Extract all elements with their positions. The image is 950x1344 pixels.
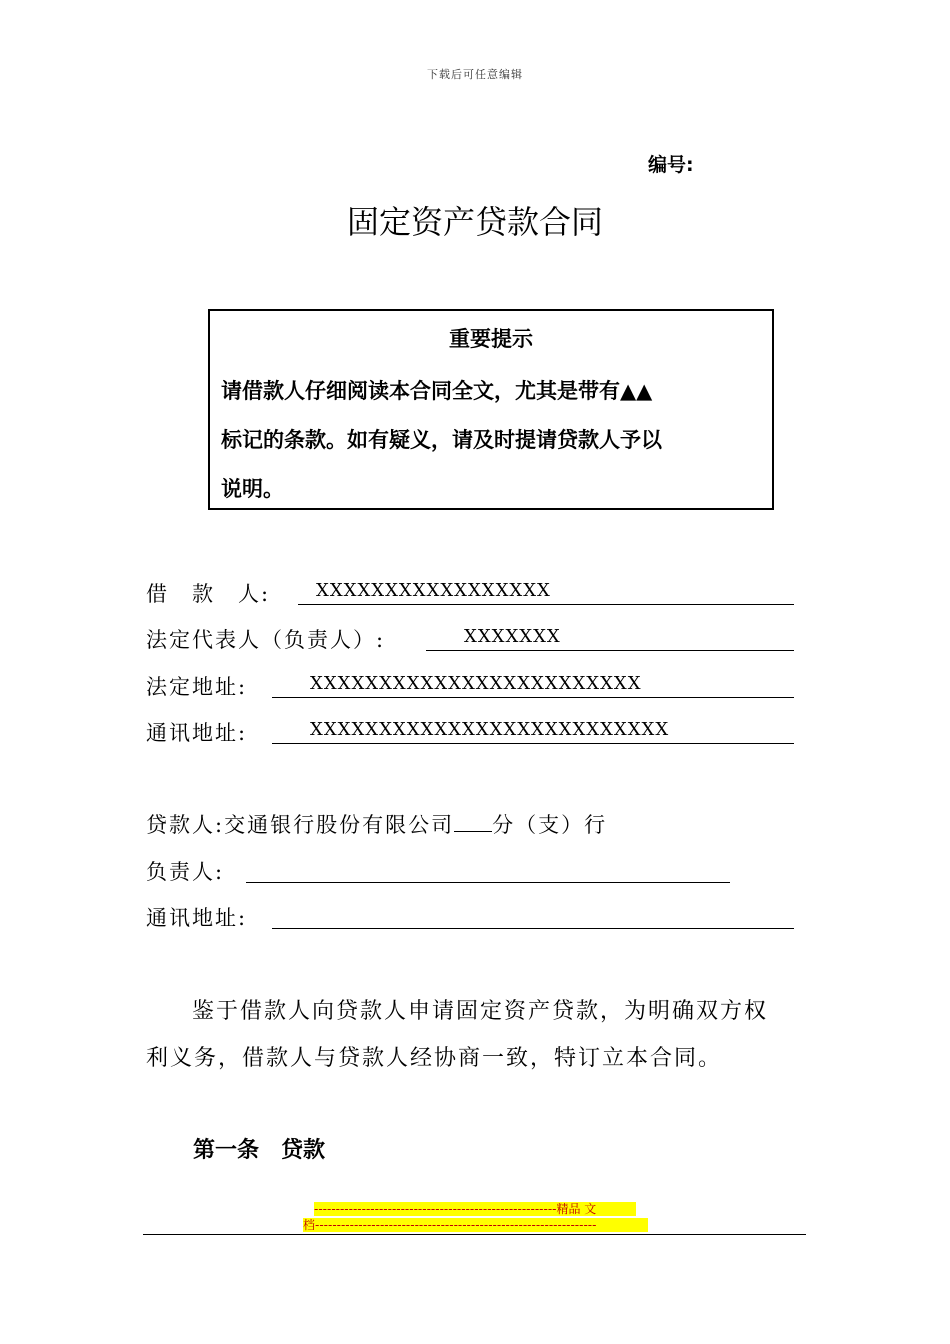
section-1-number: 第一条	[193, 1138, 260, 1163]
document-title: 固定资产贷款合同	[346, 203, 603, 241]
legal-rep-label: 法定代表人（负责人）:	[146, 628, 386, 652]
lender-head-line[interactable]	[246, 882, 730, 883]
important-notice-box	[208, 309, 774, 510]
lender-label: 贷款人:	[146, 813, 225, 837]
lender-mail-address-line[interactable]	[272, 928, 794, 929]
lender-branch-suffix: 分（支）行	[492, 813, 608, 837]
lender-mail-address-label: 通讯地址:	[146, 906, 248, 930]
lender-branch-blank[interactable]	[454, 811, 492, 832]
footer-mark-line-2: 档-----------------------------------------------------------------	[303, 1218, 648, 1232]
legal-rep-line[interactable]	[426, 650, 794, 651]
legal-address-label: 法定地址:	[146, 675, 248, 699]
borrower-mail-address-row	[146, 717, 796, 747]
borrower-mail-address-value: XXXXXXXXXXXXXXXXXXXXXXXXXX	[310, 719, 670, 740]
section-1-title: 贷款	[281, 1138, 326, 1163]
borrower-name-label: 借 款 人:	[146, 582, 271, 606]
notice-line-1: 请借款人仔细阅读本合同全文，尤其是带有▲▲	[221, 379, 653, 403]
borrower-name-line[interactable]	[298, 604, 794, 605]
footer-mark-line-1: --------------------------------------------------------精品 文	[314, 1202, 636, 1216]
preamble-line-1: 鉴于借款人向贷款人申请固定资产贷款，为明确双方权	[192, 999, 769, 1024]
preamble-line-2: 利义务，借款人与贷款人经协商一致，特订立本合同。	[146, 1046, 723, 1071]
notice-line-3: 说明。	[221, 477, 284, 501]
legal-address-value: XXXXXXXXXXXXXXXXXXXXXXXX	[310, 673, 642, 694]
borrower-mail-address-line[interactable]	[272, 743, 794, 744]
lender-head-label: 负责人:	[146, 860, 225, 884]
section-1-heading	[193, 1133, 325, 1164]
doc-number-label: 编号:	[648, 154, 694, 176]
notice-heading: 重要提示	[449, 327, 533, 351]
borrower-mail-address-label: 通讯地址:	[146, 721, 248, 745]
lender-head-row	[146, 856, 796, 886]
lender-text	[146, 809, 607, 839]
legal-address-line[interactable]	[272, 697, 794, 698]
footer-rule	[143, 1234, 806, 1235]
borrower-name-row	[146, 578, 796, 608]
lender-bank-name: 交通银行股份有限公司	[224, 813, 455, 837]
borrower-name-value: XXXXXXXXXXXXXXXXX	[316, 580, 551, 601]
lender-row	[146, 809, 796, 839]
lender-mail-address-row	[146, 902, 796, 932]
header-note: 下载后可任意编辑	[427, 68, 523, 81]
legal-address-row	[146, 671, 796, 701]
legal-rep-value: XXXXXXX	[464, 626, 561, 647]
notice-line-2: 标记的条款。如有疑义，请及时提请贷款人予以	[221, 428, 662, 452]
legal-rep-row	[146, 624, 796, 654]
